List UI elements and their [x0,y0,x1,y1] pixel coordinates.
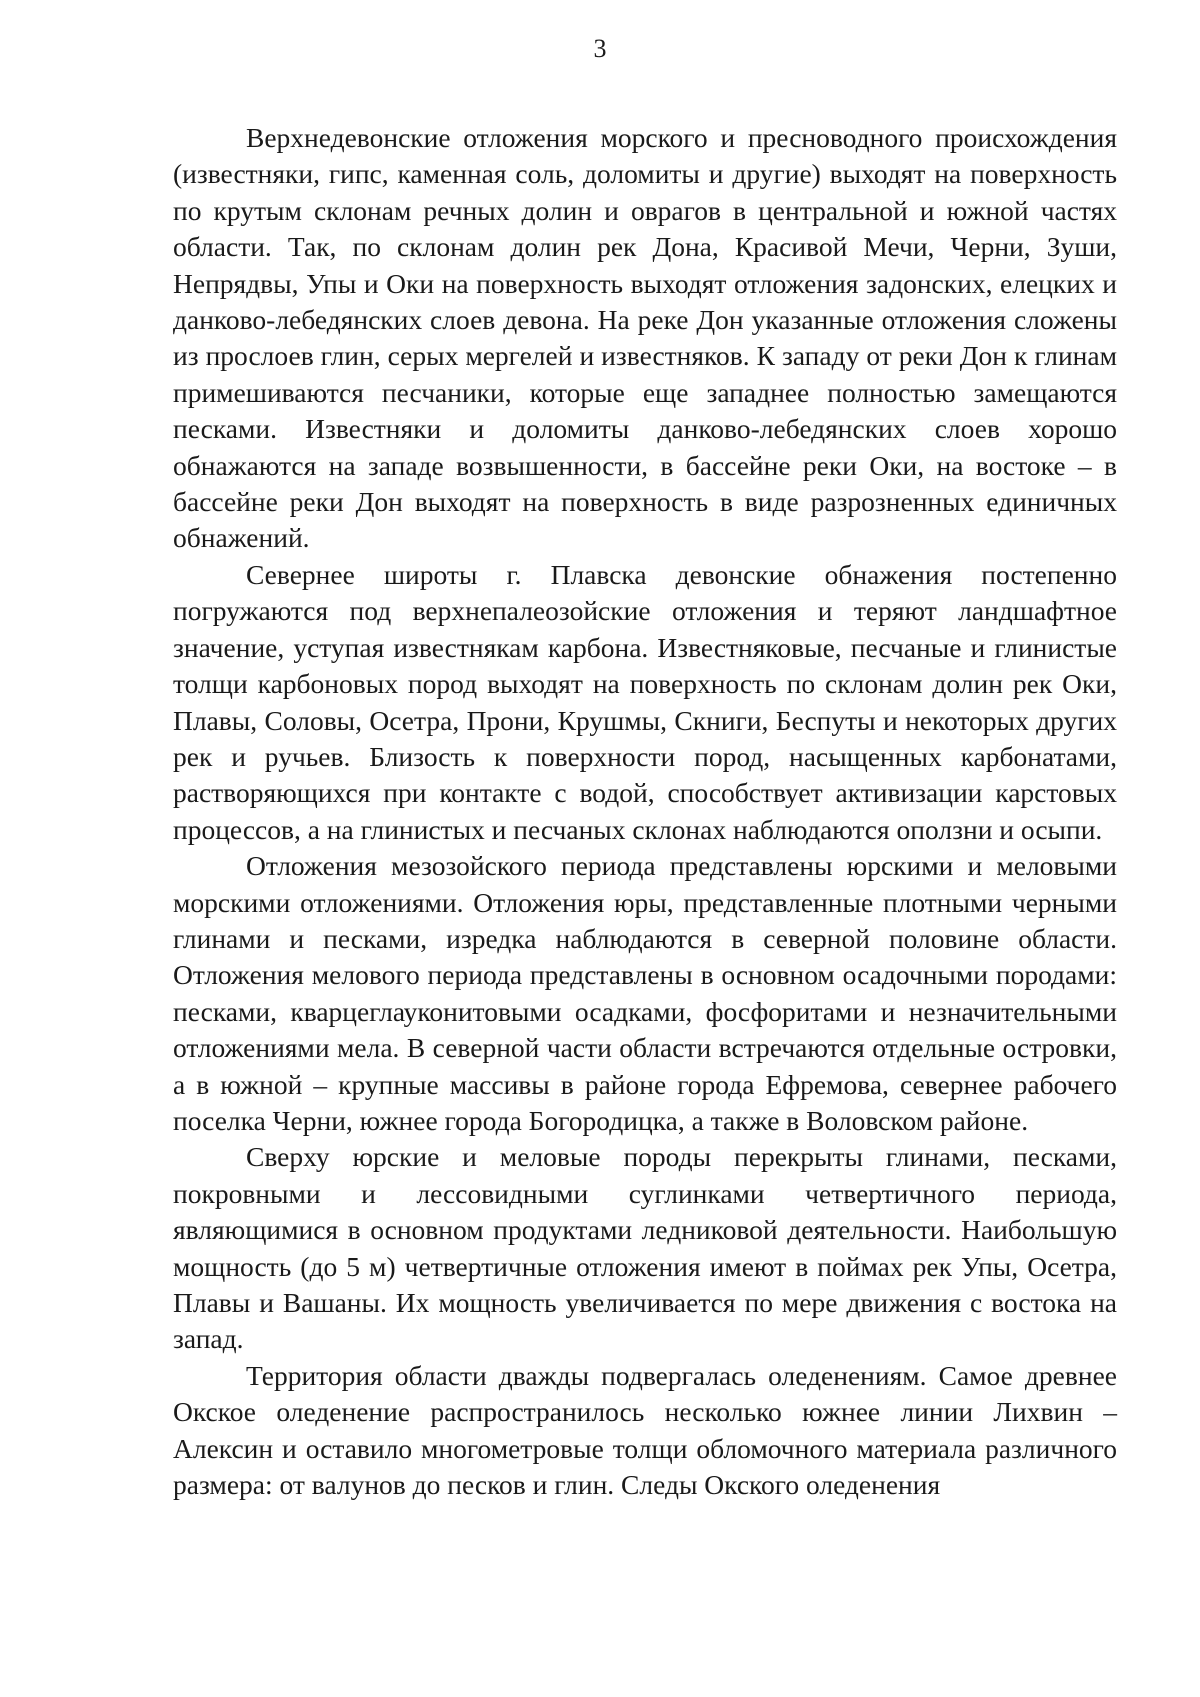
paragraph-glaciation: Территория области дважды подвергалась оледенениям. Самое древнее Окское оледенение распространилось несколько южнее линии Лихвин – Алексин и оставило многометровые толщи обломочного материала различного размера: от валунов до песков и глин. Следы Окского оледенения [173,1359,1117,1501]
paragraph-mesozoic: Отложения мезозойского периода представлены юрскими и меловыми морскими отложениями. Отложения юры, представленные плотными черными глинами и песками, изредка наблюдаются в северной половине области. Отложения мелового периода представлены в основном осадочными породами: песками, кварцеглауконитовыми осадками, фосфоритами и незначительными отложениями мела. В северной части области встречаются отдельные островки, а в южной – крупные массивы в районе города Ефремова, севернее рабочего поселка Черни, южнее города Богородицка, а также в Воловском районе. [173,850,1117,1136]
page-number: 3 [593,34,607,63]
paragraph-quaternary: Сверху юрские и меловые породы перекрыты глинами, песками, покровными и лессовидными суглинками четвертичного периода, являющимися в основном продуктами ледниковой деятельности. Наибольшую мощность (до 5 м) четвертичные отложения имеют в поймах рек Упы, Осетра, Плавы и Вашаны. Их мощность увеличивается по мере движения с востока на запад. [173,1141,1117,1355]
paragraph-carboniferous: Севернее широты г. Плавска девонские обнажения постепенно погружаются под верхнепалеозойские отложения и теряют ландшафтное значение, уступая известнякам карбона. Известняковые, песчаные и глинистые толщи карбоновых пород выходят на поверхность по склонам долин рек Оки, Плавы, Соловы, Осетра, Прони, Крушмы, Скниги, Беспуты и некоторых других рек и ручьев. Близость к поверхности пород, насыщенных карбонатами, растворяющихся при контакте с водой, способствует активизации карстовых процессов, а на глинистых и песчаных склонах наблюдаются оползни и осыпи. [173,558,1117,845]
document-body [173,120,1117,1503]
paragraph-devonian: Верхнедевонские отложения морского и пресноводного происхождения (известняки, гипс, каменная соль, доломиты и другие) выходят на поверхность по крутым склонам речных долин и оврагов в центральной и южной частях области. Так, по склонам долин рек Дона, Красивой Мечи, Черни, Зуши, Непрядвы, Упы и Оки на поверхность выходят отложения задонских, елецких и данково-лебедянских слоев девона. На реке Дон указанные отложения сложены из прослоев глин, серых мергелей и известняков. К западу от реки Дон к глинам примешиваются песчаники, которые еще западнее полностью замещаются песками. Известняки и доломиты данково-лебедянских слоев хорошо обнажаются на западе возвышенности, в бассейне реки Оки, на востоке – в бассейне реки Дон выходят на поверхность в виде разрозненных единичных обнажений. [173,122,1117,554]
